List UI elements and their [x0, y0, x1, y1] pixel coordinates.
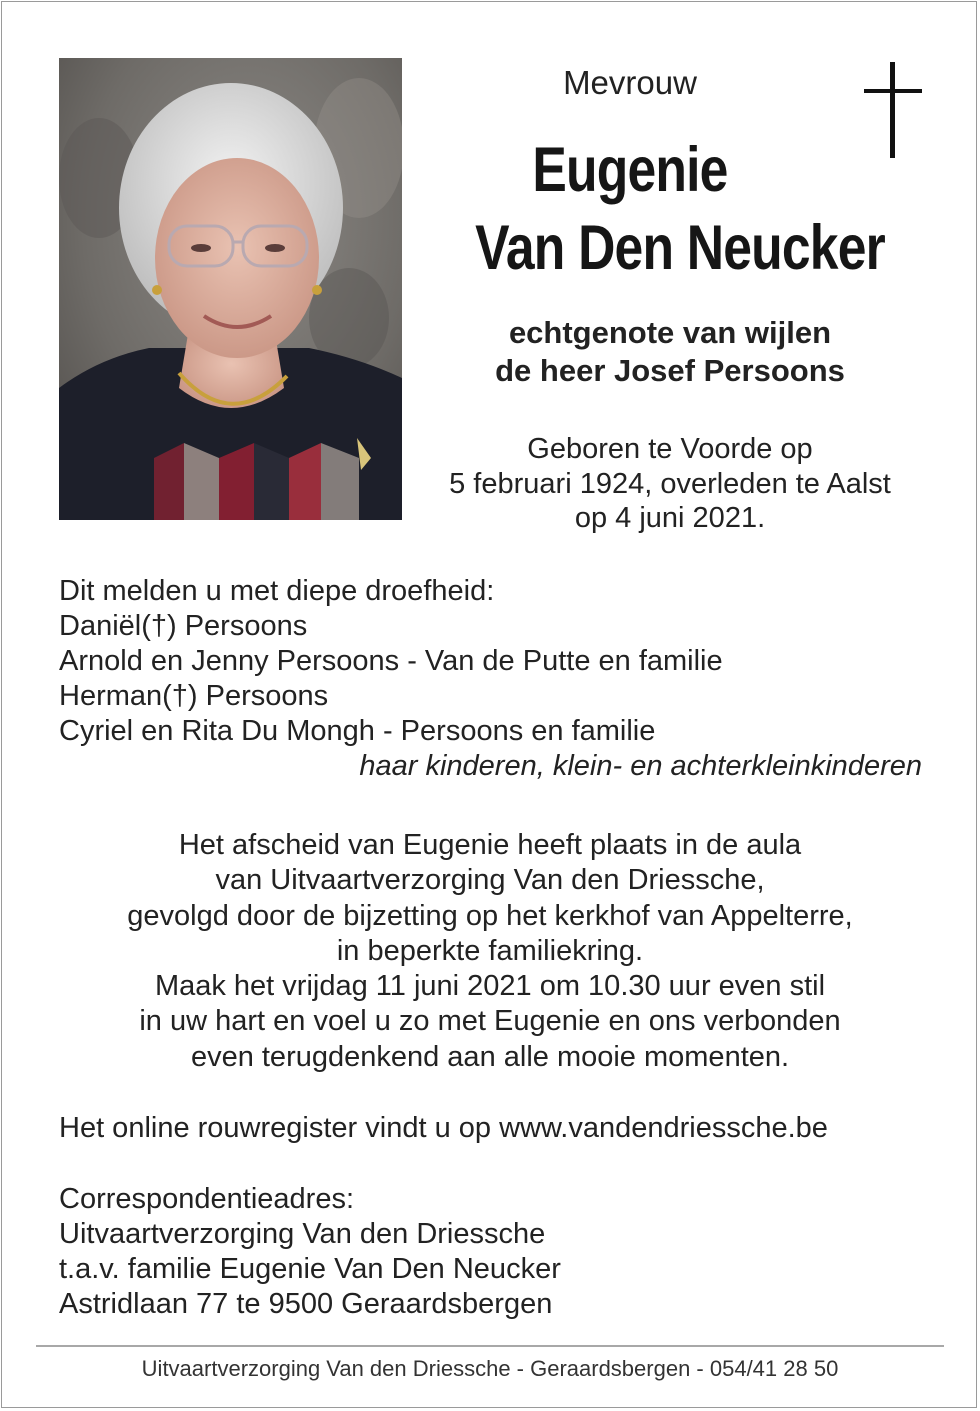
family-relation: haar kinderen, klein- en achterkleinkinderen: [359, 750, 922, 782]
family-member: Daniël(†) Persoons: [59, 610, 308, 642]
cross-vertical-bar: [890, 62, 895, 158]
portrait-photo: [59, 58, 402, 520]
birth-line: Geboren te Voorde op: [527, 433, 813, 465]
correspondence-line: Astridlaan 77 te 9500 Geraardsbergen: [59, 1288, 553, 1320]
farewell-line: in beperkte familiekring.: [336, 934, 644, 967]
farewell-line: van Uitvaartverzorging Van den Driessche,: [215, 864, 765, 897]
family-member: Arnold en Jenny Persoons - Van de Putte en familie: [59, 645, 723, 677]
cross-horizontal-bar: [864, 89, 922, 93]
announcement-block: [59, 574, 723, 749]
cross-icon: [864, 62, 922, 158]
birth-line: 5 februari 1924, overleden te Aalst: [449, 467, 891, 500]
correspondence-line: t.a.v. familie Eugenie Van Den Neucker: [59, 1253, 561, 1285]
announcement-intro: Dit melden u met diepe droefheid:: [59, 575, 495, 607]
farewell-line: in uw hart en voel u zo met Eugenie en ons verbonden: [139, 1005, 841, 1038]
family-member: Cyriel en Rita Du Mongh - Persoons en familie: [59, 715, 656, 747]
online-register-text: Het online rouwregister vindt u op www.vandendriessche.be: [59, 1112, 828, 1144]
birth-death-block: [420, 432, 920, 536]
farewell-line: Het afscheid van Eugenie heeft plaats in de aula: [178, 829, 802, 861]
farewell-line: Maak het vrijdag 11 juni 2021 om 10.30 uur even stil: [154, 970, 826, 1003]
birth-line: op 4 juni 2021.: [574, 502, 766, 534]
farewell-line: gevolgd door de bijzetting op het kerkhof van Appelterre,: [127, 899, 853, 932]
correspondence-line: Uitvaartverzorging Van den Driessche: [59, 1218, 546, 1250]
footer-text: Uitvaartverzorging Van den Driessche - Geraardsbergen - 054/41 28 50: [141, 1356, 839, 1381]
spouse-line: de heer Josef Persoons: [495, 353, 845, 388]
farewell-line: even terugdenkend aan alle mooie momenten.: [190, 1040, 790, 1073]
farewell-block: [40, 828, 940, 1075]
spouse-line: echtgenote van wijlen: [508, 315, 832, 350]
footer-divider: [36, 1345, 944, 1347]
family-member: Herman(†) Persoons: [59, 680, 329, 712]
title-prefix: Mevrouw: [563, 64, 697, 101]
spouse-block: [420, 314, 920, 390]
deceased-given-name: Eugenie: [532, 135, 728, 205]
correspondence-block: [59, 1182, 561, 1322]
deceased-family-name: Van Den Neucker: [475, 213, 885, 283]
correspondence-line: Correspondentieadres:: [59, 1183, 355, 1215]
